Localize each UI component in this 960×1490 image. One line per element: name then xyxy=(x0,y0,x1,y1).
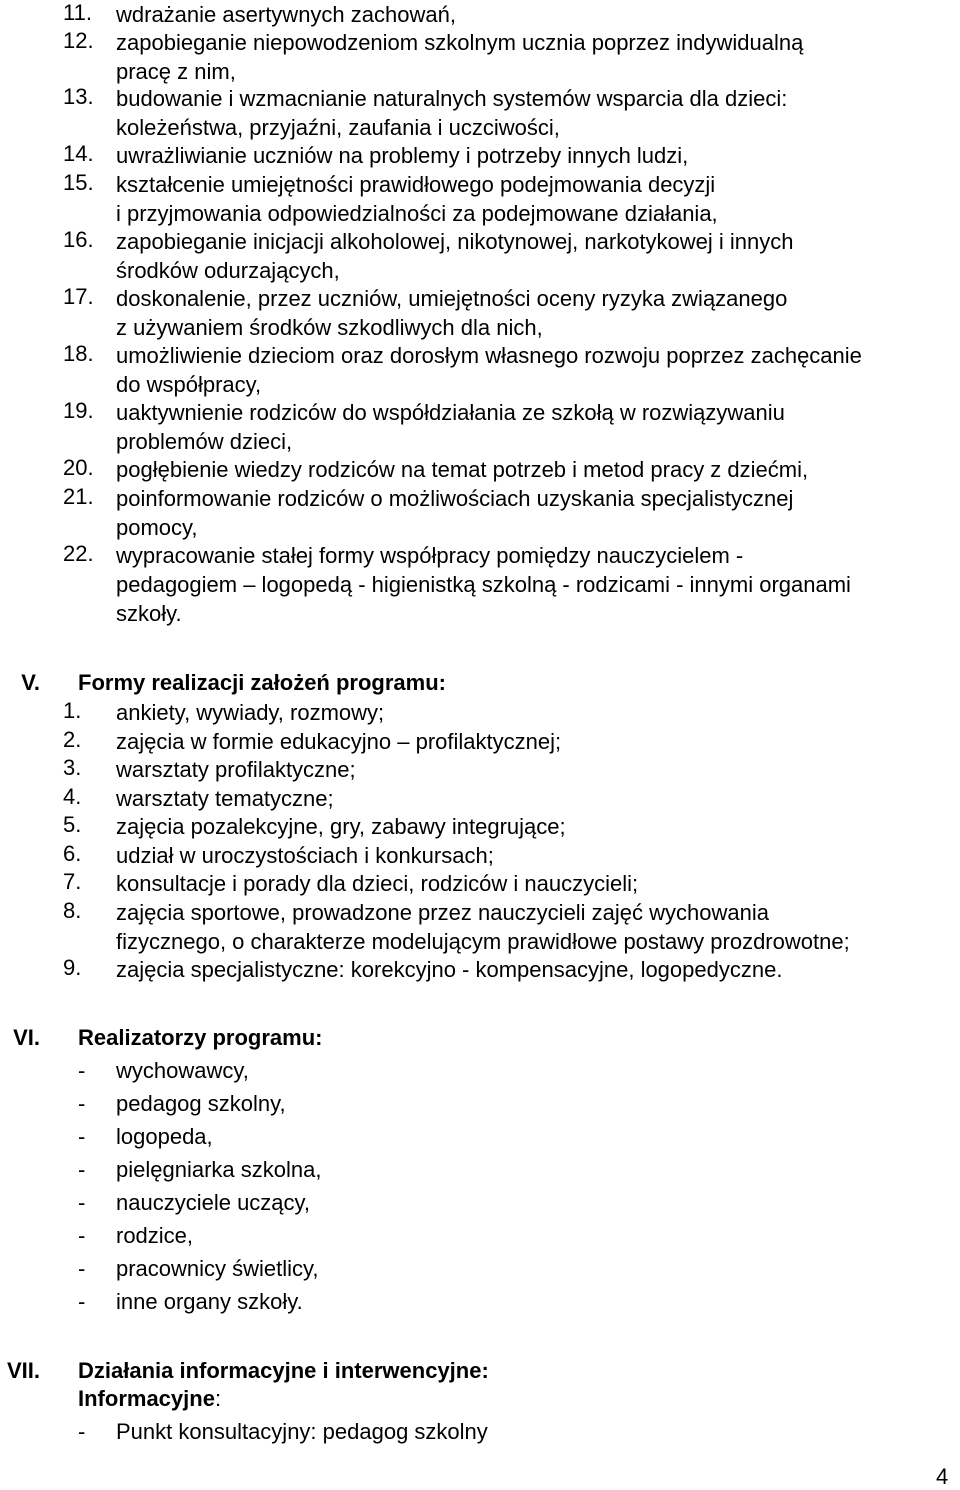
list-text: wdrażanie asertywnych zachowań, xyxy=(116,2,456,27)
list-item xyxy=(78,1058,778,1090)
list-text: zajęcia w formie edukacyjno – profilaktycznej; xyxy=(116,729,562,754)
list-item xyxy=(78,1190,778,1222)
dash-bullet: - xyxy=(78,1157,86,1182)
section-vii-subheading xyxy=(0,1386,960,1418)
list-item xyxy=(78,1419,778,1451)
dash-bullet: - xyxy=(78,1091,86,1116)
list-text: ankiety, wywiady, rozmowy; xyxy=(116,700,385,725)
section-title: Formy realizacji założeń programu: xyxy=(78,670,446,695)
section-number: V. xyxy=(21,670,40,695)
dash-bullet: - xyxy=(78,1289,86,1314)
list-text-line: umożliwienie dzieciom oraz dorosłym własnego rozwoju poprzez zachęcanie xyxy=(116,343,862,368)
subsection-colon: : xyxy=(214,1386,222,1411)
list-text: zajęcia specjalistyczne: korekcyjno - kompensacyjne, logopedyczne. xyxy=(116,957,783,982)
list-text-line: zajęcia sportowe, prowadzone przez nauczycieli zajęć wychowania xyxy=(116,900,769,925)
list-text: wychowawcy, xyxy=(116,1058,249,1083)
dash-bullet: - xyxy=(78,1223,86,1248)
dash-bullet: - xyxy=(78,1419,86,1444)
list-number: 21. xyxy=(63,484,94,509)
list-text: pogłębienie wiedzy rodziców na temat potrzeb i metod pracy z dziećmi, xyxy=(116,457,809,482)
list-text-line: wypracowanie stałej formy współpracy pomiędzy nauczycielem - xyxy=(116,543,744,568)
section-number: VII. xyxy=(6,1358,40,1383)
list-number: 17. xyxy=(63,284,94,309)
list-text: udział w uroczystościach i konkursach; xyxy=(116,843,494,868)
list-text-line: koleżeństwa, przyjaźni, zaufania i uczciwości, xyxy=(116,115,560,140)
list-text-line: zapobieganie inicjacji alkoholowej, nikotynowej, narkotykowej i innych xyxy=(116,229,794,254)
list-number: 5. xyxy=(63,812,82,837)
dash-bullet: - xyxy=(78,1058,86,1083)
list-text: pracownicy świetlicy, xyxy=(116,1256,319,1281)
list-text: warsztaty tematyczne; xyxy=(116,786,334,811)
list-text: Punkt konsultacyjny: pedagog szkolny xyxy=(116,1419,488,1444)
list-text-line: fizycznego, o charakterze modelującym prawidłowe postawy prozdrowotne; xyxy=(116,929,850,954)
list-text-line: do współpracy, xyxy=(116,372,262,397)
list-number: 1. xyxy=(63,698,82,723)
dash-bullet: - xyxy=(78,1124,86,1149)
list-number: 16. xyxy=(63,227,94,252)
list-number: 14. xyxy=(63,141,94,166)
list-number: 3. xyxy=(63,755,82,780)
list-text-line: poinformowanie rodziców o możliwościach uzyskania specjalistycznej xyxy=(116,486,794,511)
subsection-title: Informacyjne xyxy=(78,1386,215,1411)
list-number: 20. xyxy=(63,455,94,480)
list-item xyxy=(78,1157,778,1189)
list-text-line: i przyjmowania odpowiedzialności za podejmowane działania, xyxy=(116,201,718,226)
list-item xyxy=(78,1091,778,1123)
list-item xyxy=(78,1124,778,1156)
list-text: konsultacje i porady dla dzieci, rodziców i nauczycieli; xyxy=(116,871,639,896)
section-title: Działania informacyjne i interwencyjne: xyxy=(78,1358,489,1383)
dash-bullet: - xyxy=(78,1190,86,1215)
list-number: 18. xyxy=(63,341,94,366)
list-text-line: szkoły. xyxy=(116,601,182,626)
list-text: uwrażliwianie uczniów na problemy i potrzeby innych ludzi, xyxy=(116,143,689,168)
list-text: rodzice, xyxy=(116,1223,194,1248)
section-title: Realizatorzy programu: xyxy=(78,1025,323,1050)
section-vi-heading xyxy=(0,1025,960,1057)
list-text: zajęcia pozalekcyjne, gry, zabawy integrujące; xyxy=(116,814,566,839)
list-number: 19. xyxy=(63,398,94,423)
list-number: 2. xyxy=(63,727,82,752)
list-item xyxy=(78,1223,778,1255)
list-text: pielęgniarka szkolna, xyxy=(116,1157,322,1182)
list-text-line: budowanie i wzmacnianie naturalnych systemów wsparcia dla dzieci: xyxy=(116,86,788,111)
list-text: pedagog szkolny, xyxy=(116,1091,286,1116)
list-number: 11. xyxy=(63,0,92,25)
list-number: 15. xyxy=(63,170,94,195)
list-number: 7. xyxy=(63,869,82,894)
list-text: inne organy szkoły. xyxy=(116,1289,303,1314)
list-number: 22. xyxy=(63,541,94,566)
section-number: VI. xyxy=(13,1025,40,1050)
list-text xyxy=(116,28,960,57)
list-text-line: środków odurzających, xyxy=(116,258,340,283)
list-text-line: kształcenie umiejętności prawidłowego podejmowania decyzji xyxy=(116,172,716,197)
list-text: nauczyciele uczący, xyxy=(116,1190,311,1215)
list-text-line: z używaniem środków szkodliwych dla nich, xyxy=(116,315,543,340)
list-text-line: pedagogiem – logopedą - higienistką szkolną - rodzicami - innymi organami xyxy=(116,572,851,597)
list-text-line: pracę z nim, xyxy=(116,59,236,84)
list-number: 4. xyxy=(63,784,82,809)
list-text-line: doskonalenie, przez uczniów, umiejętności oceny ryzyka związanego xyxy=(116,286,788,311)
list-text-line: zapobieganie niepowodzeniom szkolnym ucznia poprzez indywidualną xyxy=(116,30,804,55)
list-number: 13. xyxy=(63,84,94,109)
page-number: 4 xyxy=(936,1464,949,1489)
list-number: 9. xyxy=(63,955,82,980)
list-number: 12. xyxy=(63,28,94,53)
list-text: logopeda, xyxy=(116,1124,213,1149)
list-text-line: uaktywnienie rodziców do współdziałania ze szkołą w rozwiązywaniu xyxy=(116,400,785,425)
dash-bullet: - xyxy=(78,1256,86,1281)
list-number: 8. xyxy=(63,898,82,923)
list-text-line: problemów dzieci, xyxy=(116,429,293,454)
list-number: 6. xyxy=(63,841,82,866)
list-text: warsztaty profilaktyczne; xyxy=(116,757,356,782)
list-text-line: pomocy, xyxy=(116,515,198,540)
list-item xyxy=(78,1256,778,1288)
list-item xyxy=(78,1289,778,1321)
